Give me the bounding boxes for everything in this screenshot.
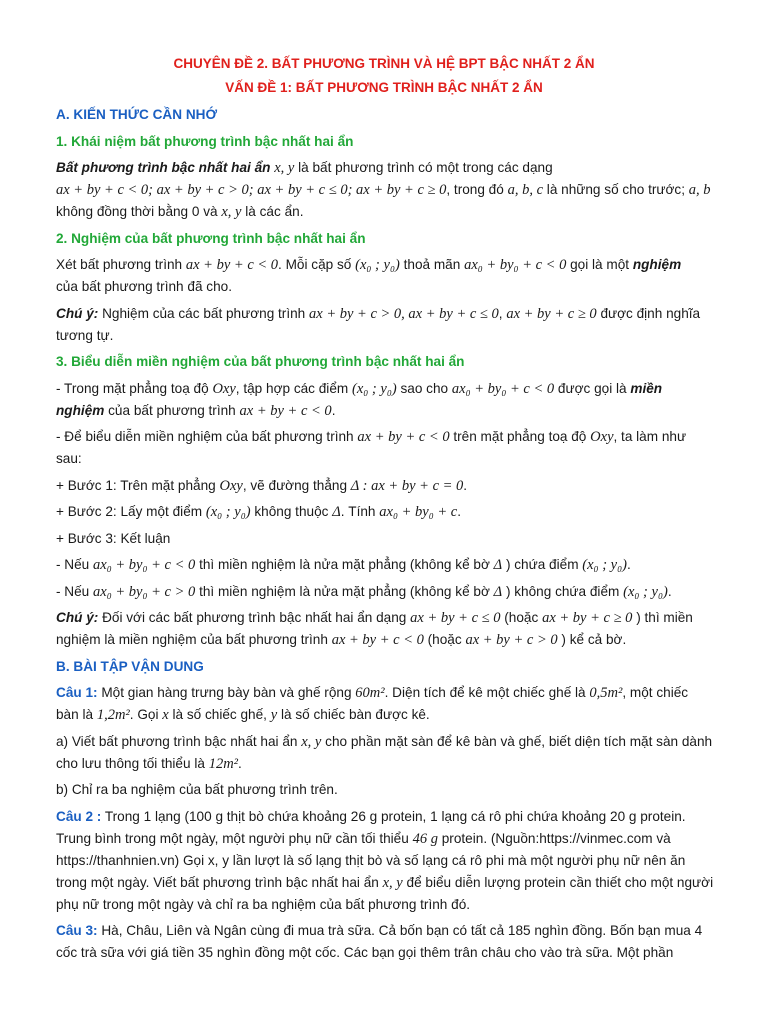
table-area: 1,2m² [96, 707, 130, 723]
inequality: ax + by + c ≥ 0 [542, 610, 633, 626]
question-2 [56, 806, 714, 916]
text: - Để biểu diễn miền nghiệm của bất phương trình [56, 429, 354, 444]
text: . [463, 477, 468, 493]
def-forms: ax + by + c < 0; ax + by + c > 0; ax + by + c ≤ 0; ax + by + c ≥ 0 [56, 182, 447, 198]
line3-b: là các ẩn. [245, 204, 304, 219]
text: - Nếu [56, 557, 90, 572]
note-label: Chú ý: [56, 305, 99, 321]
def-rest: là bất phương trình có một trong các dạng [298, 160, 553, 175]
delta: Δ [332, 504, 341, 520]
text: Nghiệm của các bất phương trình [102, 305, 306, 321]
line3-a: không đồng thời bằng 0 và [56, 204, 218, 219]
text: (hoặc [427, 632, 462, 647]
text: + Bước 1: Trên mặt phẳng [56, 477, 216, 493]
inequality: ax₀ + by₀ + c < 0 [464, 257, 567, 273]
area: 12m² [208, 755, 239, 772]
inequality: ax₀ + by₀ + c > 0 [93, 583, 196, 600]
sec2-paragraph [56, 254, 714, 298]
sec2-note [56, 303, 714, 347]
text: . Gọi [129, 707, 159, 722]
document-subtitle: VẤN ĐỀ 1: BẤT PHƯƠNG TRÌNH BẬC NHẤT 2 ẨN [225, 80, 543, 95]
inequality: ax + by + c < 0 [239, 402, 332, 419]
text: , [498, 305, 503, 321]
point-pair: (x₀ ; y₀) [582, 557, 627, 573]
question-label: Câu 2 : [56, 808, 102, 824]
point-pair: (x₀ ; y₀) [205, 504, 251, 520]
text: . [627, 557, 631, 572]
delta: Δ [493, 557, 503, 573]
text: - Nếu [56, 583, 90, 599]
abc: a, b, c [507, 182, 544, 198]
text: Đối với các bất phương trình bậc nhất hai ẩn dạng [102, 610, 407, 625]
text: , vẽ đường thẳng [242, 477, 348, 493]
area: 60m² [355, 685, 385, 701]
term: nghiệm [632, 257, 682, 272]
chair-area: 0,5m² [589, 685, 623, 701]
def-vars: x, y [274, 160, 295, 176]
protein-amount: 46 g [412, 830, 438, 847]
text: là số chiếc ghế, [172, 707, 267, 722]
text: ) chứa điểm [505, 557, 579, 572]
text: Trong 1 lạng (100 g thịt bò chứa khoảng 26 g protein, 1 lạng cá rô phi chứa khoảng 20 g protein. Trung bình trong một ngày, một người phụ nữ cần tối thiểu [56, 808, 686, 846]
inequality: ax + by + c < 0 [185, 257, 279, 273]
text: để biểu diễn lượng protein cần thiết cho một người phụ nữ trong một ngày và chỉ ra ba nghiệm của bất phương trình đó. [56, 874, 714, 912]
text: thoả mãn [403, 257, 461, 272]
inequality: ax + by + c < 0 [331, 632, 424, 648]
text: , một chiếc bàn là [56, 685, 689, 722]
sec1-heading: 1. Khái niệm bất phương trình bậc nhất hai ẩn [56, 133, 354, 149]
text: . Tính [340, 504, 376, 519]
text: cho phần mặt sàn để kê bàn và ghế, biết diện tích mặt sàn dành cho lưu thông tối thiểu là [56, 733, 713, 771]
sec3-p1 [56, 378, 714, 422]
term: miền nghiệm [56, 380, 663, 418]
inequality: ax + by + c > 0 [465, 632, 558, 648]
inequality: ax + by + c ≤ 0 [410, 610, 501, 626]
oxy: Oxy [590, 429, 614, 445]
sec2-heading: 2. Nghiệm của bất phương trình bậc nhất hai ẩn [56, 230, 366, 246]
delta: Δ [493, 583, 503, 600]
text: gọi là một [570, 257, 630, 272]
text: là số chiếc bàn được kê. [280, 707, 430, 722]
inequality: ax + by + c ≥ 0 [506, 305, 597, 322]
case-1 [56, 554, 714, 576]
text: được định nghĩa tương tự. [56, 305, 701, 343]
text: , ta làm như sau: [56, 429, 687, 466]
inequality: ax + by + c < 0 [357, 429, 450, 445]
point-pair: (x₀ ; y₀) [623, 583, 668, 600]
text: Xét bất phương trình [56, 257, 183, 272]
inequality: ax₀ + by₀ + c < 0 [451, 380, 555, 397]
line-equation: Δ : ax + by + c = 0 [350, 477, 464, 494]
vars: x, y [301, 733, 322, 750]
point-pair: (x₀ ; y₀) [355, 257, 400, 273]
sec3-note [56, 607, 714, 651]
text: . Diện tích để kê một chiếc ghế là [384, 685, 586, 700]
question-label: Câu 1: [56, 685, 98, 700]
inequality: ax + by + c > 0, ax + by + c ≤ 0 [309, 305, 499, 322]
text: Một gian hàng trưng bày bàn và ghế rộng [101, 685, 352, 700]
section-b-heading: B. BÀI TẬP VẬN DUNG [56, 658, 204, 674]
text: + Bước 2: Lấy một điểm [56, 504, 203, 519]
text: trên mặt phẳng toạ độ [453, 429, 587, 444]
text: . [331, 402, 336, 418]
text: của bất phương trình đã cho. [56, 279, 232, 294]
text: . Mỗi cặp số [278, 257, 352, 272]
text: sao cho [400, 380, 449, 396]
text: ) thì miền nghiệm là miền nghiệm của bất phương trình [56, 610, 693, 647]
document-title: CHUYÊN ĐỀ 2. BẤT PHƯƠNG TRÌNH VÀ HỆ BPT BẬC NHẤT 2 ẨN [173, 56, 595, 71]
question-1-a [56, 731, 714, 775]
text: . [457, 504, 462, 519]
text: ) kể cả bờ. [561, 632, 627, 647]
given-text: là những số cho trước; [546, 182, 685, 197]
document-body [56, 104, 714, 969]
inequality: ax₀ + by₀ + c < 0 [93, 557, 196, 573]
text: Hà, Châu, Liên và Ngân cùng đi mua trà sữa. Cả bốn bạn có tất cả 185 nghìn đồng. Bốn bạn mua 4 cốc trà sữa với giá tiền 35 nghìn đồng một cốc. Các bạn gọi thêm trân châu cho vào trà sữa. Một phần [56, 923, 703, 960]
oxy: Oxy [212, 380, 236, 397]
case-2 [56, 581, 714, 603]
text: thì miền nghiệm là nửa mặt phẳng (không kể bờ [199, 583, 490, 599]
text: được gọi là [557, 380, 627, 396]
sec3-heading: 3. Biểu diễn miền nghiệm của bất phương trình bậc nhất hai ẩn [56, 354, 465, 369]
section-a-heading: A. KIẾN THỨC CẦN NHỚ [56, 107, 218, 122]
question-label: Câu 3: [56, 923, 98, 938]
question-3 [56, 920, 714, 964]
text: - Trong mặt phẳng toạ độ [56, 380, 209, 396]
text: , tập hợp các điểm [235, 380, 349, 396]
xy: x, y [221, 204, 242, 220]
text: . [238, 755, 242, 771]
step-2 [56, 501, 714, 523]
note-label: Chú ý: [56, 610, 99, 625]
expression: ax₀ + by₀ + c [379, 504, 458, 520]
ab: a, b [688, 182, 711, 198]
text: (hoặc [504, 610, 539, 625]
sec3-p2 [56, 426, 714, 470]
text: không thuộc [254, 504, 329, 519]
var-x: x [162, 707, 169, 723]
text: protein. (Nguồn:https://vinmec.com và https://thanhnien.vn) Gọi x, y lần lượt là số lạng thịt bò và số lạng cá rô phi mà một người phụ nữ nên ăn trong một ngày. Viết bất phương trình bậc nhất hai ẩn [56, 830, 686, 890]
text: thì miền nghiệm là nửa mặt phẳng (không kể bờ [199, 557, 490, 572]
point-pair: (x₀ ; y₀) [352, 380, 397, 397]
question-1 [56, 682, 714, 726]
text: của bất phương trình [108, 402, 236, 418]
oxy: Oxy [219, 477, 243, 494]
step-3: + Bước 3: Kết luận [56, 530, 171, 546]
text: . [667, 583, 672, 599]
text: a) Viết bất phương trình bậc nhất hai ẩn [56, 733, 298, 749]
step-1 [56, 475, 714, 497]
question-1-b: b) Chỉ ra ba nghiệm của bất phương trình trên. [56, 782, 338, 797]
text: ) không chứa điểm [505, 583, 620, 599]
def-term: Bất phương trình bậc nhất hai ẩn [56, 160, 271, 175]
sec1-definition [56, 157, 714, 223]
forms-text: , trong đó [446, 182, 504, 197]
vars: x, y [382, 874, 403, 891]
var-y: y [270, 707, 278, 723]
